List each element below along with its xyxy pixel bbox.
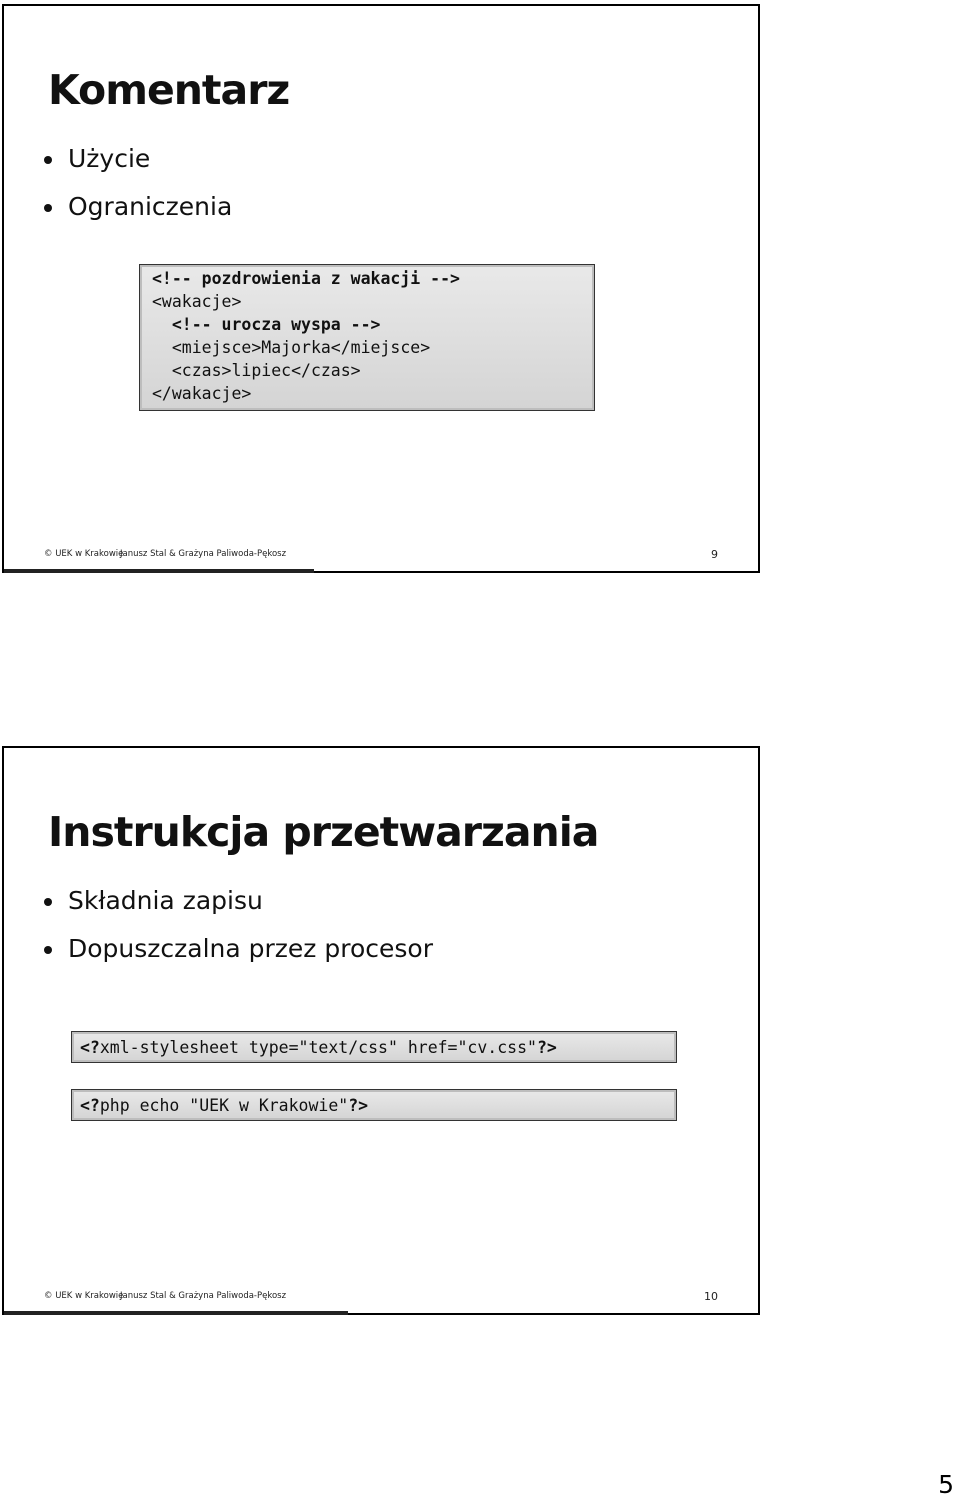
bullet-list [42,142,232,238]
bullet-item: Składnia zapisu [42,884,433,932]
pi-close: ?> [536,1038,557,1057]
bullet-list [42,884,433,980]
slide-number: 9 [711,548,718,561]
slide-number: 10 [704,1290,718,1303]
code-line: <czas>lipiec</czas> [152,361,361,380]
code-line: <!-- urocza wyspa --> [152,315,381,334]
pi-body: xml-stylesheet type="text/css" href="cv.css" [99,1038,537,1057]
slide-title: Komentarz [48,66,290,114]
code-line: <wakacje> [152,292,242,311]
footer-org: © UEK w Krakowie [44,549,124,559]
code-line: <miejsce>Majorka</miejsce> [152,338,431,357]
page-number: 5 [938,1470,954,1499]
bullet-item: Dopuszczalna przez procesor [42,932,433,980]
code-line: </wakacje> [152,384,252,403]
slide-title: Instrukcja przetwarzania [48,808,599,856]
footer-authors: Janusz Stal & Grażyna Paliwoda-Pękosz [120,549,287,559]
footer-org: © UEK w Krakowie [44,1291,124,1301]
footer-bar [4,569,314,573]
code-box [139,264,595,411]
footer-authors: Janusz Stal & Grażyna Paliwoda-Pękosz [120,1291,287,1301]
bullet-item: Ograniczenia [42,190,232,238]
pi-open: <? [80,1038,100,1057]
slide-komentarz [2,4,760,573]
code-line: <!-- pozdrowienia z wakacji --> [152,269,460,288]
slide-instrukcja-przetwarzania [2,746,760,1315]
pi-open: <? [80,1096,100,1115]
code-box [71,1031,677,1063]
code-box [71,1089,677,1121]
footer-bar [4,1311,348,1315]
pi-body: php echo "UEK w Krakowie" [99,1096,349,1115]
bullet-item: Użycie [42,142,232,190]
pi-close: ?> [348,1096,369,1115]
